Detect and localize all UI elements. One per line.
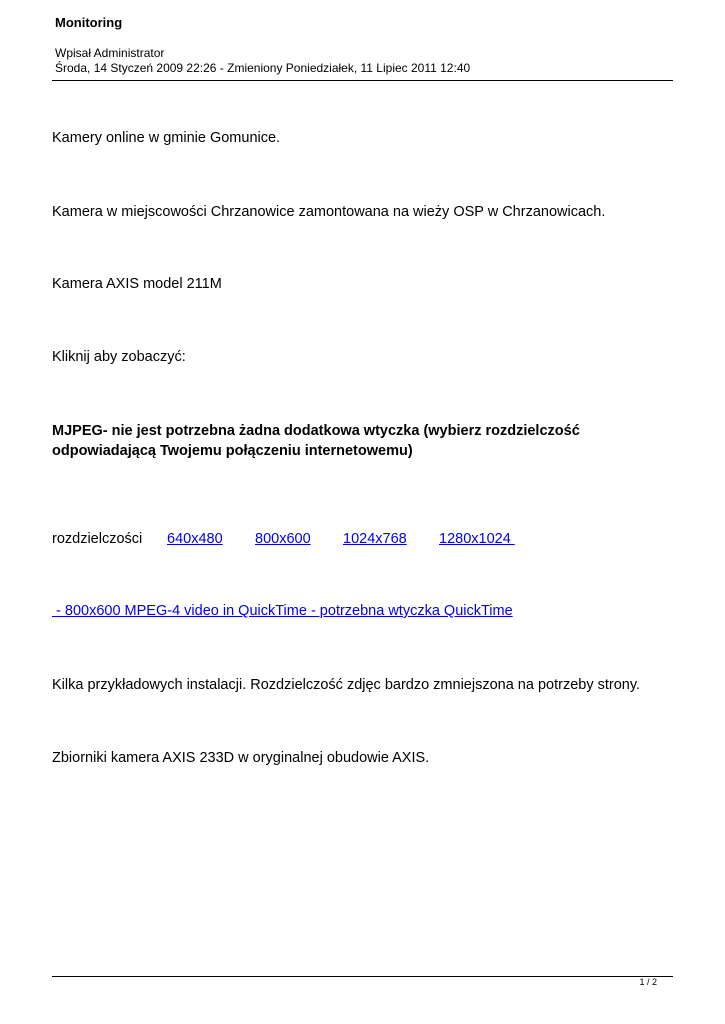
resolution-label: rozdzielczości <box>52 531 143 547</box>
tanks-camera-paragraph: Zbiorniki kamera AXIS 233D w oryginalnej obudowie AXIS. <box>52 750 430 766</box>
resolution-link-640x480[interactable]: 640x480 <box>167 531 223 547</box>
mjpeg-note-line-1: MJPEG- nie jest potrzebna żadna dodatkowa wtyczka (wybierz rozdzielczość <box>52 423 580 439</box>
page-indicator: 1 / 2 <box>639 977 657 987</box>
resolution-link-800x600[interactable]: 800x600 <box>255 531 311 547</box>
camera-location-paragraph: Kamera w miejscowości Chrzanowice zamontowana na wieży OSP w Chrzanowicach. <box>52 204 606 220</box>
camera-model-paragraph: Kamera AXIS model 211M <box>52 276 222 292</box>
installations-paragraph: Kilka przykładowych instalacji. Rozdzielczość zdjęc bardzo zmniejszona na potrzeby strony. <box>52 677 641 693</box>
mjpeg-note <box>52 421 652 461</box>
header-divider <box>52 80 673 81</box>
footer-divider <box>52 976 673 977</box>
resolution-link-1280x1024[interactable]: 1280x1024 <box>439 531 515 547</box>
intro-paragraph: Kamery online w gminie Gomunice. <box>52 130 281 146</box>
date-line: Środa, 14 Styczeń 2009 22:26 - Zmieniony Poniedziałek, 11 Lipiec 2011 12:40 <box>55 61 471 75</box>
click-to-view-paragraph: Kliknij aby zobaczyć: <box>52 349 186 365</box>
quicktime-video-link[interactable]: - 800x600 MPEG-4 video in QuickTime - potrzebna wtyczka QuickTime <box>52 603 513 619</box>
mjpeg-note-line-2: odpowiadającą Twojemu połączeniu internetowemu) <box>52 443 413 459</box>
resolution-link-1024x768[interactable]: 1024x768 <box>343 531 407 547</box>
author-line: Wpisał Administrator <box>55 46 165 60</box>
page-title: Monitoring <box>55 15 123 30</box>
